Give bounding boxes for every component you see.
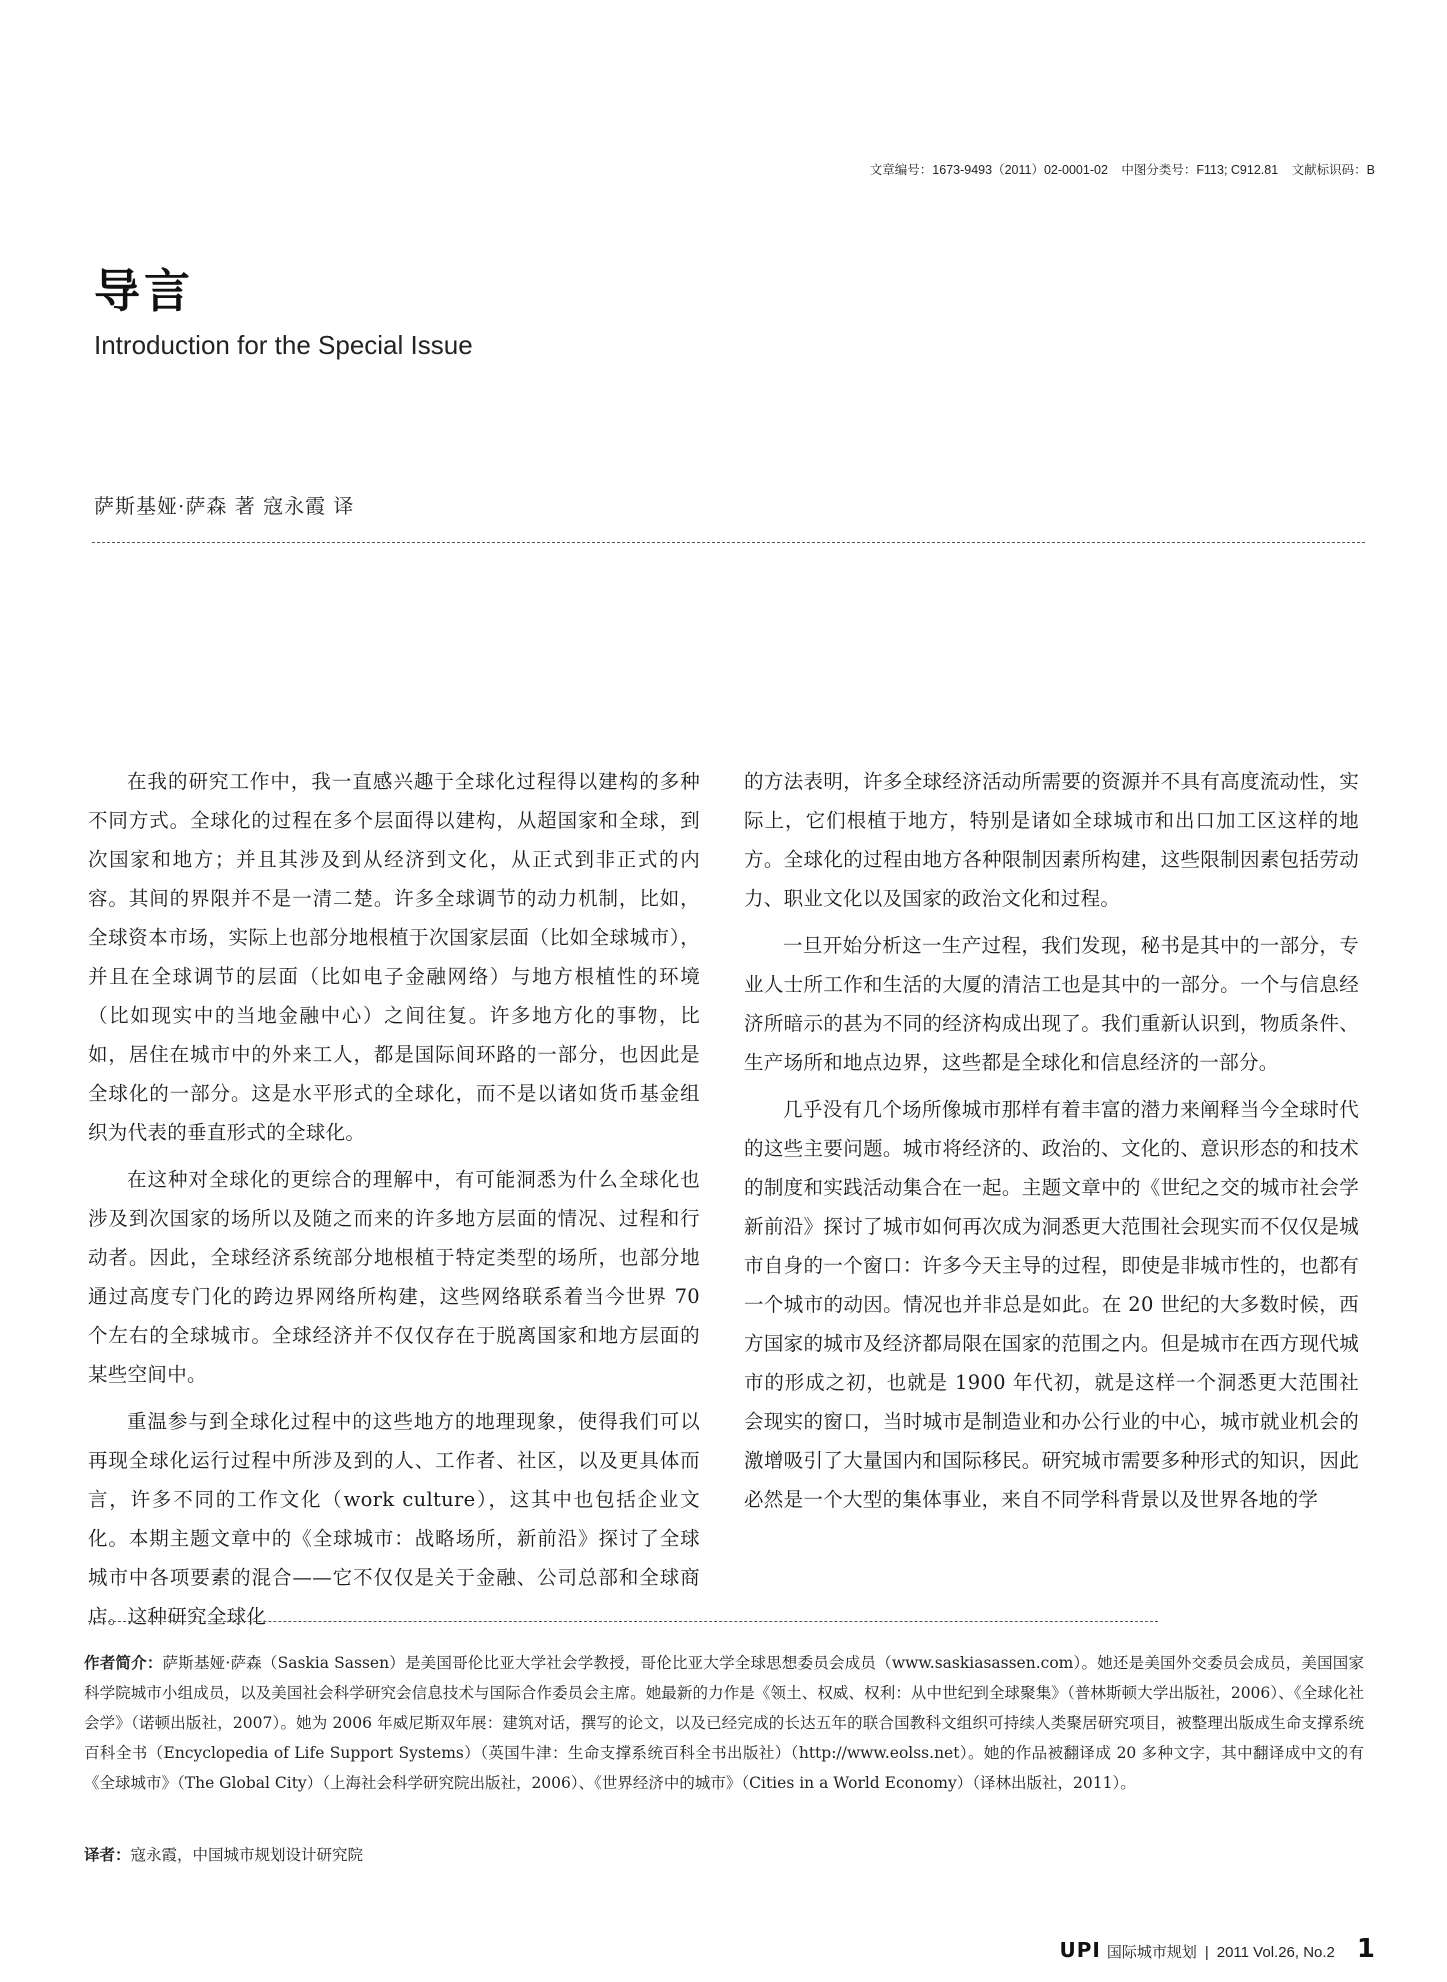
author-note-label: 作者简介： xyxy=(84,1654,163,1672)
author-note-text: 萨斯基娅·萨森（Saskia Sassen）是美国哥伦比亚大学社会学教授，哥伦比亚大学全球思想委员会成员（www.saskiasassen.com）。她还是美国外交委员会成员，美国国家科学院城市小组成员，以及美国社会科学研究会信息技术与国际合作委员会主席。她最新的力作是《领土、权威、权利：从中世纪到全球聚集》（普林斯顿大学出版社，2006）、《全球化社会学》（诺顿出版社，2007）。她为 2006 年威尼斯双年展：建筑对话，撰写的论文，以及已经完成的长达五年的联合国教科文组织可持续人类聚居研究项目，被整理出版成生命支撑系统百科全书（Encyclopedia of Life Support Systems）（英国牛津：生命支撑系统百科全书出版社）（http://www.eolss.net）。她的作品被翻译成 20 多种文字，其中翻译成中文的有《全球城市》（The Global City）（上海社会科学研究院出版社，2006）、《世界经济中的城市》（Cities in a World Economy）（译林出版社，2011）。 xyxy=(84,1654,1364,1792)
body-column-left xyxy=(88,762,700,1644)
body-paragraph: 几乎没有几个场所像城市那样有着丰富的潜力来阐释当今全球时代的这些主要问题。城市将经济的、政治的、文化的、意识形态的和技术的制度和实践活动集合在一起。主题文章中的《世纪之交的城市社会学新前沿》探讨了城市如何再次成为洞悉更大范围社会现实而不仅仅是城市自身的一个窗口：许多今天主导的过程，即使是非城市性的，也都有一个城市的动因。情况也并非总是如此。在 20 世纪的大多数时候，西方国家的城市及经济都局限在国家的范围之内。但是城市在西方现代城市的形成之初，也就是 1900 年代初，就是这样一个洞悉更大范围社会现实的窗口，当时城市是制造业和办公行业的中心，城市就业机会的激增吸引了大量国内和国际移民。研究城市需要多种形式的知识，因此必然是一个大型的集体事业，来自不同学科背景以及世界各地的学 xyxy=(744,1098,1359,1511)
body-paragraph: 一旦开始分析这一生产过程，我们发现，秘书是其中的一部分，专业人士所工作和生活的大厦的清洁工也是其中的一部分。一个与信息经济所暗示的甚为不同的经济构成出现了。我们重新认识到，物质条件、生产场所和地点边界，这些都是全球化和信息经济的一部分。 xyxy=(744,934,1359,1074)
header-divider xyxy=(92,542,1365,543)
issue-info: 2011 Vol.26, No.2 xyxy=(1216,1944,1335,1961)
body-paragraph: 的方法表明，许多全球经济活动所需要的资源并不具有高度流动性，实际上，它们根植于地方，特别是诸如全球城市和出口加工区这样的地方。全球化的过程由地方各种限制因素所构建，这些限制因素包括劳动力、职业文化以及国家的政治文化和过程。 xyxy=(744,770,1359,910)
footnote-divider xyxy=(88,1621,1158,1622)
journal-logo: UPI xyxy=(1059,1938,1101,1962)
article-number: 文章编号：1673-9493（2011）02-0001-02 xyxy=(869,163,1108,177)
page-footer xyxy=(1059,1934,1375,1964)
title-english: Introduction for the Special Issue xyxy=(94,330,473,360)
translator-label: 译者： xyxy=(84,1846,131,1864)
translator-text: 寇永霞，中国城市规划设计研究院 xyxy=(130,1846,364,1864)
author-note xyxy=(84,1648,1364,1798)
byline: 萨斯基娅·萨森 著 寇永霞 译 xyxy=(94,494,355,518)
page-number: 1 xyxy=(1356,1934,1375,1964)
body-paragraph: 在我的研究工作中，我一直感兴趣于全球化过程得以建构的多种不同方式。全球化的过程在多个层面得以建构，从超国家和全球，到次国家和地方；并且其涉及到从经济到文化，从正式到非正式的内容。其间的界限并不是一清二楚。许多全球调节的动力机制，比如，全球资本市场，实际上也部分地根植于次国家层面（比如全球城市），并且在全球调节的层面（比如电子金融网络）与地方根植性的环境（比如现实中的当地金融中心）之间往复。许多地方化的事物，比如，居住在城市中的外来工人，都是国际间环路的一部分，也因此是全球化的一部分。这是水平形式的全球化，而不是以诸如货币基金组织为代表的垂直形式的全球化。 xyxy=(88,770,700,1144)
journal-name: 国际城市规划 xyxy=(1106,1944,1197,1961)
body-column-right xyxy=(744,762,1359,1527)
article-metadata xyxy=(860,160,1375,178)
translator-note xyxy=(84,1843,363,1865)
title-chinese: 导言 xyxy=(94,264,194,318)
footer-separator: | xyxy=(1204,1944,1209,1961)
body-paragraph: 重温参与到全球化过程中的这些地方的地理现象，使得我们可以再现全球化运行过程中所涉及到的人、工作者、社区，以及更具体而言，许多不同的工作文化（work culture），这其中也包括企业文化。本期主题文章中的《全球城市：战略场所，新前沿》探讨了全球城市中各项要素的混合——它不仅仅是关于金融、公司总部和全球商店。这种研究全球化 xyxy=(88,1410,700,1628)
body-paragraph: 在这种对全球化的更综合的理解中，有可能洞悉为什么全球化也涉及到次国家的场所以及随之而来的许多地方层面的情况、过程和行动者。因此，全球经济系统部分地根植于特定类型的场所，也部分地通过高度专门化的跨边界网络所构建，这些网络联系着当今世界 70 个左右的全球城市。全球经济并不仅仅存在于脱离国家和地方层面的某些空间中。 xyxy=(88,1168,700,1386)
clc-number: 中图分类号：F113; C912.81 xyxy=(1121,163,1279,177)
document-code: 文献标识码：B xyxy=(1291,163,1375,177)
